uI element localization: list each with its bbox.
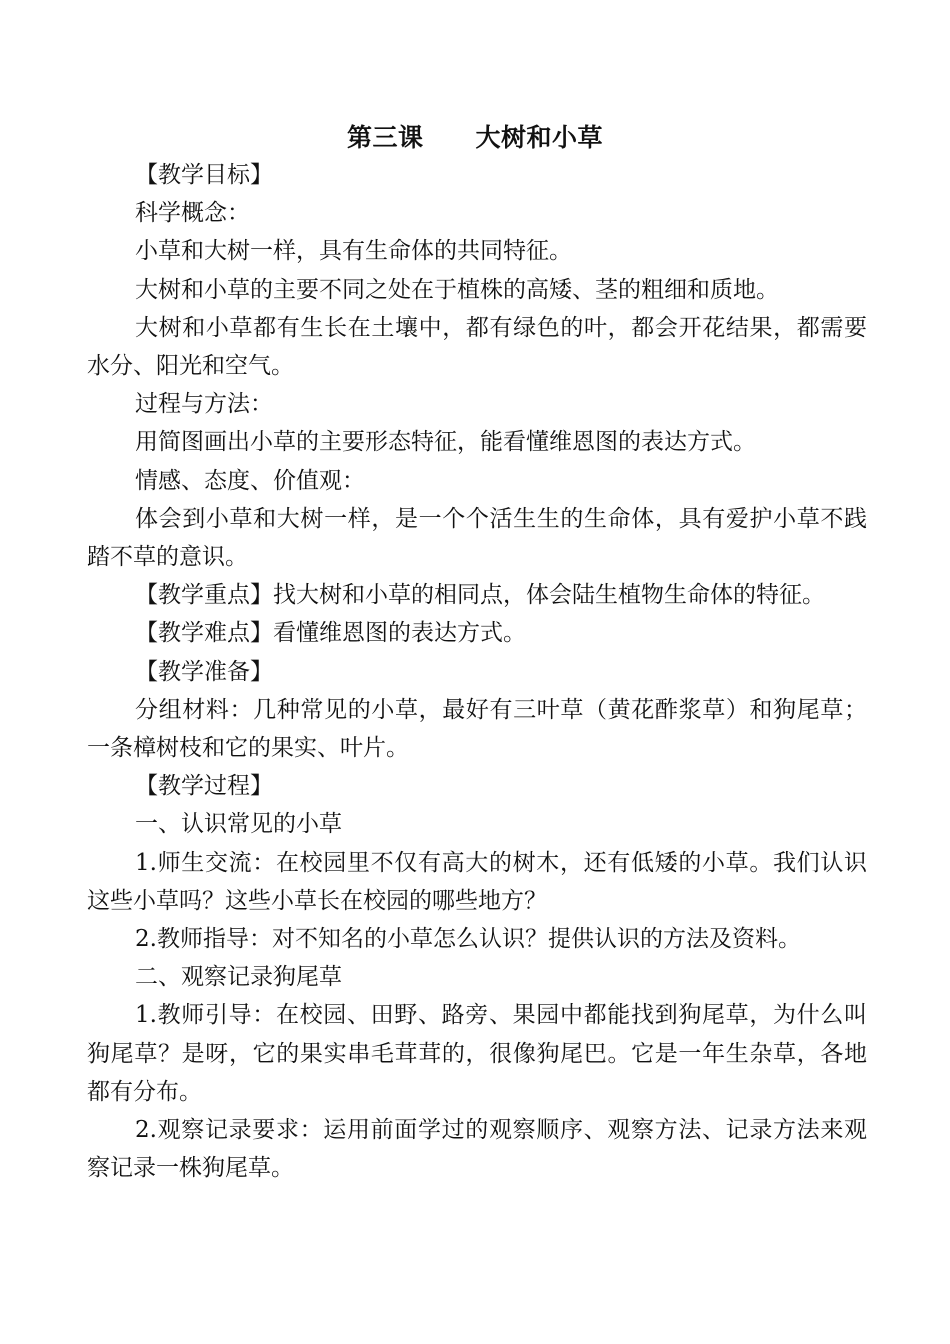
section-heading: 二、观察记录狗尾草 — [135, 964, 342, 991]
paragraph-preparation-heading: 【教学准备】 — [135, 658, 273, 685]
paragraph: 小草和大树一样，具有生命体的共同特征。 — [135, 238, 572, 265]
paragraph: 用简图画出小草的主要形态特征，能看懂维恩图的表达方式。 — [135, 429, 756, 456]
paragraph: 2.观察记录要求：运用前面学过的观察顺序、观察方法、记录方法来观察记录一株狗尾草。 — [87, 1117, 867, 1182]
lesson-name: 大树和小草 — [475, 123, 604, 152]
paragraph-difficulties: 【教学难点】看懂维恩图的表达方式。 — [135, 620, 526, 647]
paragraph-process-heading: 【教学过程】 — [135, 773, 273, 800]
paragraph: 1.师生交流：在校园里不仅有高大的树木，还有低矮的小草。我们认识这些小草吗？这些小草长在校园的哪些地方？ — [87, 849, 867, 914]
paragraph: 大树和小草的主要不同之处在于植株的高矮、茎的粗细和质地。 — [135, 276, 779, 303]
paragraph: 分组材料：几种常见的小草，最好有三叶草（黄花酢浆草）和狗尾草；一条樟树枝和它的果实、叶片。 — [87, 696, 867, 762]
document-body — [87, 156, 867, 1187]
paragraph: 体会到小草和大树一样，是一个个活生生的生命体，具有爱护小草不践踏不草的意识。 — [87, 505, 867, 571]
paragraph-science-concept-heading: 科学概念： — [135, 200, 250, 227]
lesson-title — [0, 120, 950, 156]
paragraph: 大树和小草都有生长在土壤中，都有绿色的叶，都会开花结果，都需要水分、阳光和空气。 — [87, 314, 867, 380]
lesson-number: 第三课 — [346, 123, 424, 152]
paragraph-teaching-goals-heading: 【教学目标】 — [135, 162, 273, 188]
paragraph: 1.教师引导：在校园、田野、路旁、果园中都能找到狗尾草，为什么叫狗尾草？是呀，它的果实串毛茸茸的，很像狗尾巴。它是一年生杂草，各地都有分布。 — [87, 1002, 867, 1105]
paragraph-attitude-heading: 情感、态度、价值观： — [135, 467, 365, 494]
paragraph-process-method-heading: 过程与方法： — [135, 391, 273, 418]
paragraph-key-points: 【教学重点】找大树和小草的相同点，体会陆生植物生命体的特征。 — [135, 582, 825, 609]
paragraph: 2.教师指导：对不知名的小草怎么认识？提供认识的方法及资料。 — [135, 926, 801, 953]
section-heading: 一、认识常见的小草 — [135, 811, 342, 838]
